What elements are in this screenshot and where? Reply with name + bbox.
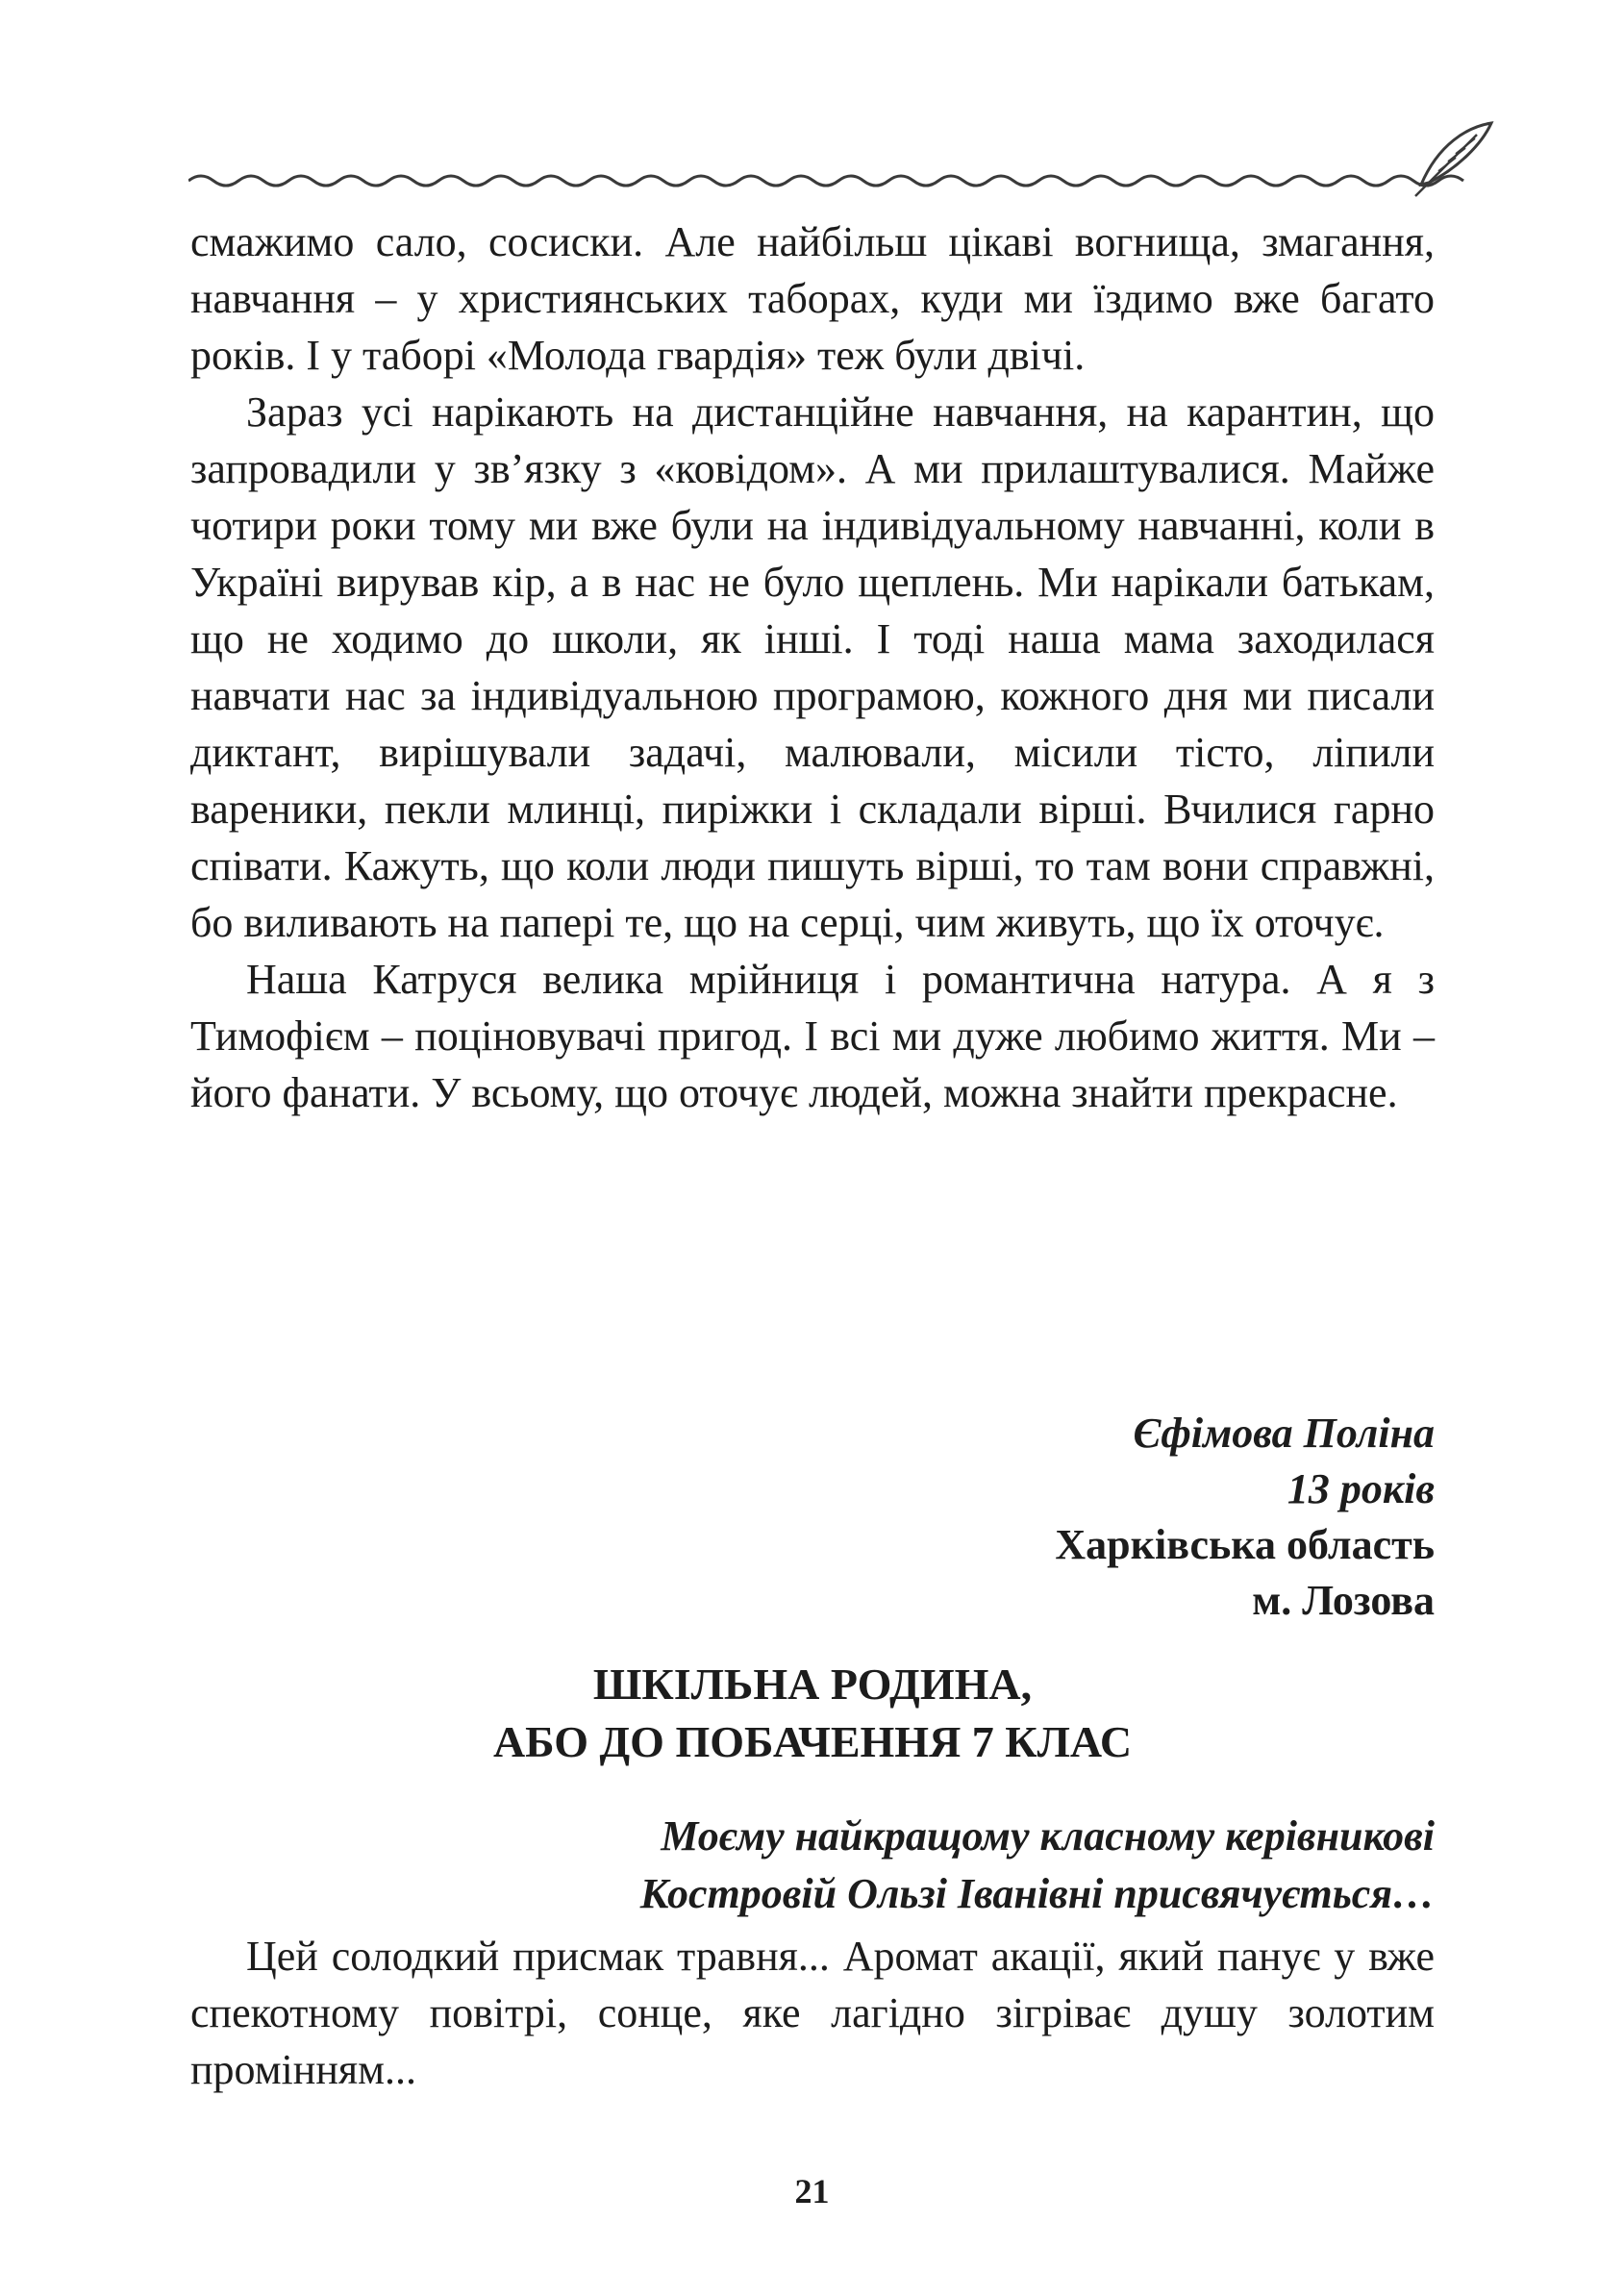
author-age: 13 років xyxy=(1287,1465,1435,1512)
paragraph-2: Зараз усі нарікають на дистанційне навчання, на карантин, що запровадили у зв’язку з «ковідом». А ми прилаштувалися. Майже чотири роки тому ми вже були на індивідуальному навчанні, коли в Україні вирував кір, а в нас не було щеплень. Ми нарікали батькам, що не ходимо до школи, як інші. І тоді наша мама заходилася навчати нас за індивідуальною програмою, кожного дня ми писали диктант, вирішували задачі, малювали, місили тісто, ліпили вареники, пекли млинці, пиріжки і складали вірші. Вчилися гарно співати. Кажуть, що коли люди пишуть вірші, то там вони справжні, бо виливають на папері те, що на серці, чим живуть, що їх оточує. xyxy=(190,388,1435,946)
closing-paragraph: Цей солодкий присмак травня... Аромат акації, який панує у вже спекотному повітрі, сонце, яке лагідно зігріває душу золотим промінням... xyxy=(190,1933,1435,2093)
dedication-line-2: Костровій Ользі Іванівні присвячується… xyxy=(639,1870,1435,1917)
section-title xyxy=(190,1656,1435,1771)
paragraph-1: смажимо сало, сосиски. Але найбільш цікаві вогнища, змагання, навчання – у християнських таборах, куди ми їздимо вже багато років. І у таборі «Молода гвардія» теж були двічі. xyxy=(190,218,1435,379)
author-signature xyxy=(190,1406,1435,1629)
paragraph-3: Наша Катруся велика мрійниця і романтична натура. А я з Тимофієм – поціновувачі пригод. І всі ми дуже любимо життя. Ми – його фанати. У всьому, що оточує людей, можна знайти прекрасне. xyxy=(190,956,1435,1116)
wavy-line xyxy=(188,176,1463,186)
title-line-1: ШКІЛЬНА РОДИНА, xyxy=(592,1660,1033,1709)
quill-feather-icon xyxy=(1415,123,1491,196)
closing-text xyxy=(190,1928,1435,2098)
wavy-line-quill-ornament xyxy=(188,115,1496,202)
dedication-line-1: Моєму найкращому класному керівникові xyxy=(661,1812,1435,1860)
dedication xyxy=(190,1808,1435,1923)
main-text xyxy=(190,213,1435,1121)
author-region: Харківська область xyxy=(1055,1521,1435,1568)
author-city: м. Лозова xyxy=(1252,1577,1435,1624)
author-name: Єфімова Поліна xyxy=(1133,1410,1435,1457)
title-line-2: АБО ДО ПОБАЧЕННЯ 7 КЛАС xyxy=(492,1717,1133,1766)
page-number: 21 xyxy=(794,2172,830,2210)
